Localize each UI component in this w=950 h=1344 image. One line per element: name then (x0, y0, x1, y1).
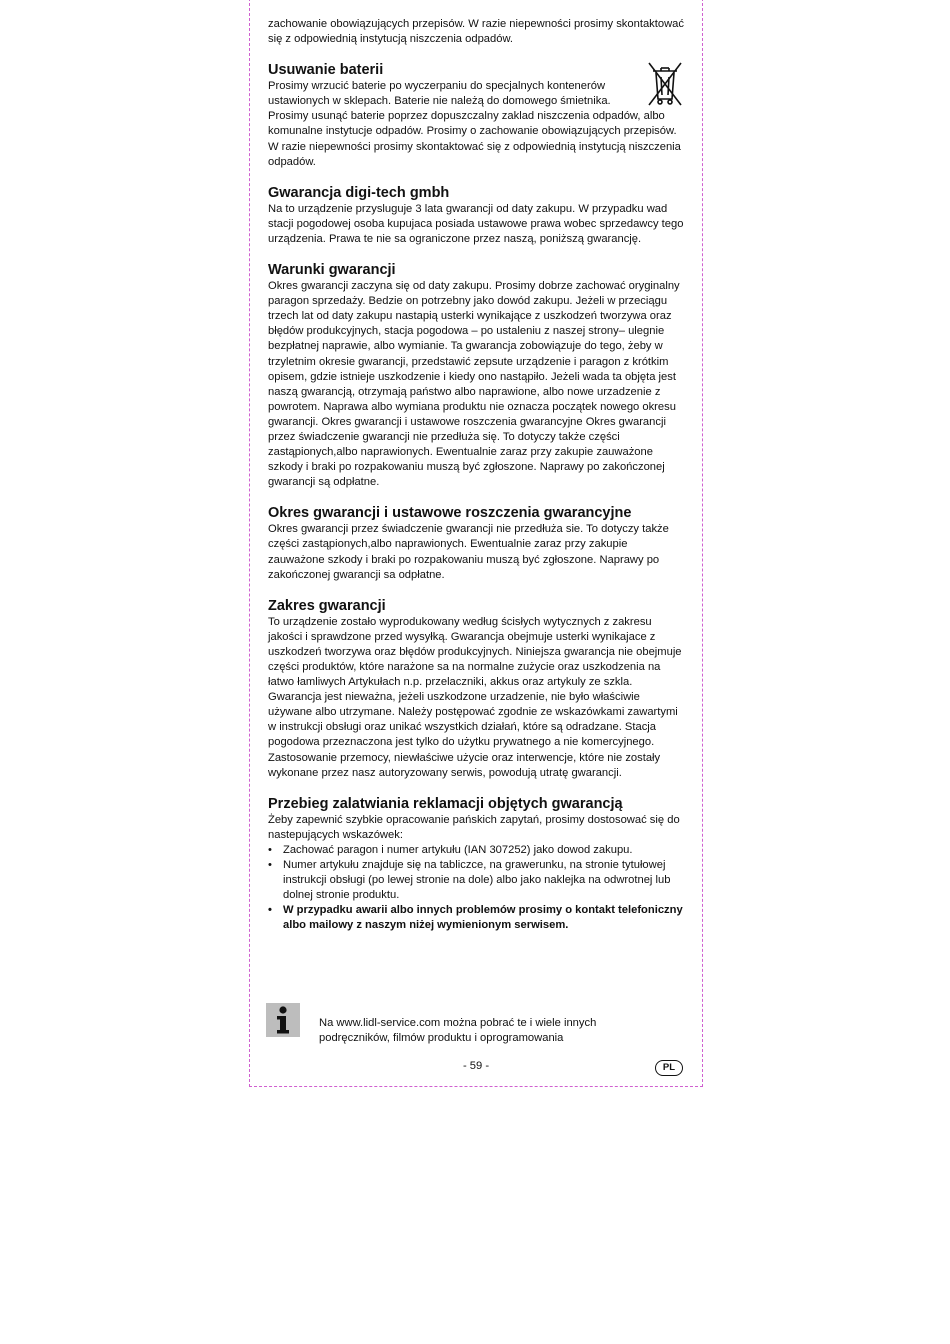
section-guarantee (268, 184, 684, 247)
section-batteries (268, 61, 684, 170)
page-content (268, 17, 684, 934)
section-claims (268, 795, 684, 934)
section-conditions (268, 261, 684, 490)
list-item: • Zachować paragon i numer artykułu (IAN 307252) jako dowod zakupu. (268, 843, 684, 858)
paragraph: Prosimy wrzucić baterie po wyczerpaniu do specjalnych kontenerów ustawionych w sklepach. Baterie nie należą do domowego śmietnika. (268, 80, 611, 108)
info-icon (266, 1003, 300, 1037)
section-title: Usuwanie baterii (268, 62, 384, 79)
page-number: - 59 - (462, 1060, 490, 1072)
paragraph: Prosimy usunąć baterie poprzez dopuszczalny zaklad niszczenia odpadów, albo komunalne instytucje odpadów. Prosimy o zachowanie obowiązujących przepisów. W razie niepewności prosimy skontaktować się z odpowiednią instytucją niszczenia odpadów. (268, 110, 681, 168)
paragraph: Żeby zapewnić szybkie opracowanie pańskich zapytań, prosimy dostosować się do nastepujących wskazówek: (268, 813, 680, 841)
section-title: Warunki gwarancji (268, 262, 396, 279)
list-item: • W przypadku awarii albo innych problemów prosimy o kontakt telefoniczny albo mailowy z naszym niżej wymienionym serwisem. (268, 903, 684, 933)
info-text: Na www.lidl-service.com można pobrać te i wiele innych podręczników, filmów produktu i oprogramowania (319, 1017, 597, 1045)
paragraph: Gwarancja jest nieważna, jeżeli uszkodzone urzadzenie, nie było właściwie używane albo utrzymane. Należy postępować zgodnie ze wskazówkami zawartymi w instrukcji obsługi oraz unikać wszystkich działań, które są odradzane. Stacja pogodowa przeznaczona jest tylko do użytku prywatnego a nie komercyjnego. Zastosowanie przemocy, niewłaściwe użycie oraz interwencje, które nie zostały wykonane przez nasz autoryzowany serwis, powodują utratę gwarancji. (268, 691, 678, 779)
section-period (268, 504, 684, 582)
paragraph: To urządzenie zostało wyprodukowany według ścisłych wytycznych z zakresu jakości i sprawdzone przed wysyłką. Gwarancja obejmuje usterki wynikajace z uszkodzeń tworzywa oraz błędów produkcyjnych. Niniejsza gwarancja nie obejmuje części produktów, które narażone sa na normalne zużycie oraz uszkodzenia na łatwo łamliwych Artykułach n.p. przelaczniki, akkus oraz artykuly ze szkla. (268, 615, 682, 689)
paragraph: Okres gwarancji zaczyna się od daty zakupu. Prosimy dobrze zachować oryginalny paragon sprzedaży. Bedzie on potrzebny jako dowód zakupu. Jeżeli w przeciągu trzech lat od daty zakupu nastapią usterki wynikające z uszkodzeń tworzywa oraz błędów produkcyjnych, stacja pogodowa – po ustaleniu z naszej strony– ulegnie bezpłatnej naprawie, albo wymianie. Ta gwarancja zobowiązuje do tego, żeby w trzyletnim okresie gwarancji, przedstawić zepsute urządzenie i paragon z krótkim opisem, gdzie istnieje uszkodzenie i kiedy ono nastąpiło. Jeżeli wada ta objęta jest naszą gwarancją, otrzymają państwo albo naprawione, albo nowe urzadzenie z powrotem. Naprawa albo wymiana produktu nie oznacza początek nowego okresu gwarancji. Okres gwarancji i ustawowe roszczenia gwarancyjne Okres gwarancji przez świadczenie gwarancji nie przedłuża się. To dotyczy także części zastąpionych,albo naprawionych. Ewentualnie zaraz przy zakupie zauważone szkody i braki po rozpakowaniu muszą być zgłoszone. Naprawy po zakończonej gwarancji są odpłatne. (268, 280, 680, 489)
section-scope (268, 597, 684, 781)
section-title: Gwarancja digi-tech gmbh (268, 184, 450, 201)
paragraph: Okres gwarancji przez świadczenie gwarancji nie przedłuża sie. To dotyczy także części zastąpionych,albo naprawionych. Ewentualnie zaraz przy zakupie zauważone szkody i braki po rozpakowaniu muszą być zgłoszone. Naprawy po zakończonej gwarancji sa odpłatne. (268, 523, 669, 581)
section-title: Przebieg zalatwiania reklamacji objętych gwarancją (268, 795, 623, 812)
intro-paragraph: zachowanie obowiązujących przepisów. W razie niepewności prosimy skontaktować się z odpowiednią instytucją niszczenia odpadów. (268, 18, 684, 46)
list-item: • Numer artykułu znajduje się na tabliczce, na grawerunku, na stronie tytułowej instrukcji obsługi (po lewej stronie na dole) albo jako naklejka na odwrotnej lub dolnej stronie produktu. (268, 858, 684, 903)
paragraph: Na to urządzenie przysluguje 3 lata gwarancji od daty zakupu. W przypadku wad stacji pogodowej osoba kupujaca posiada ustawowe prawa wobec sprzedawcy tego urządzenia. Prawa te nie sa ograniczone przez naszą, poniższą gwarancję. (268, 202, 684, 245)
section-title: Zakres gwarancji (268, 597, 386, 614)
section-title: Okres gwarancji i ustawowe roszczenia gwarancyjne (268, 505, 632, 522)
bullet-list (268, 843, 684, 934)
language-badge: PL (655, 1060, 683, 1076)
